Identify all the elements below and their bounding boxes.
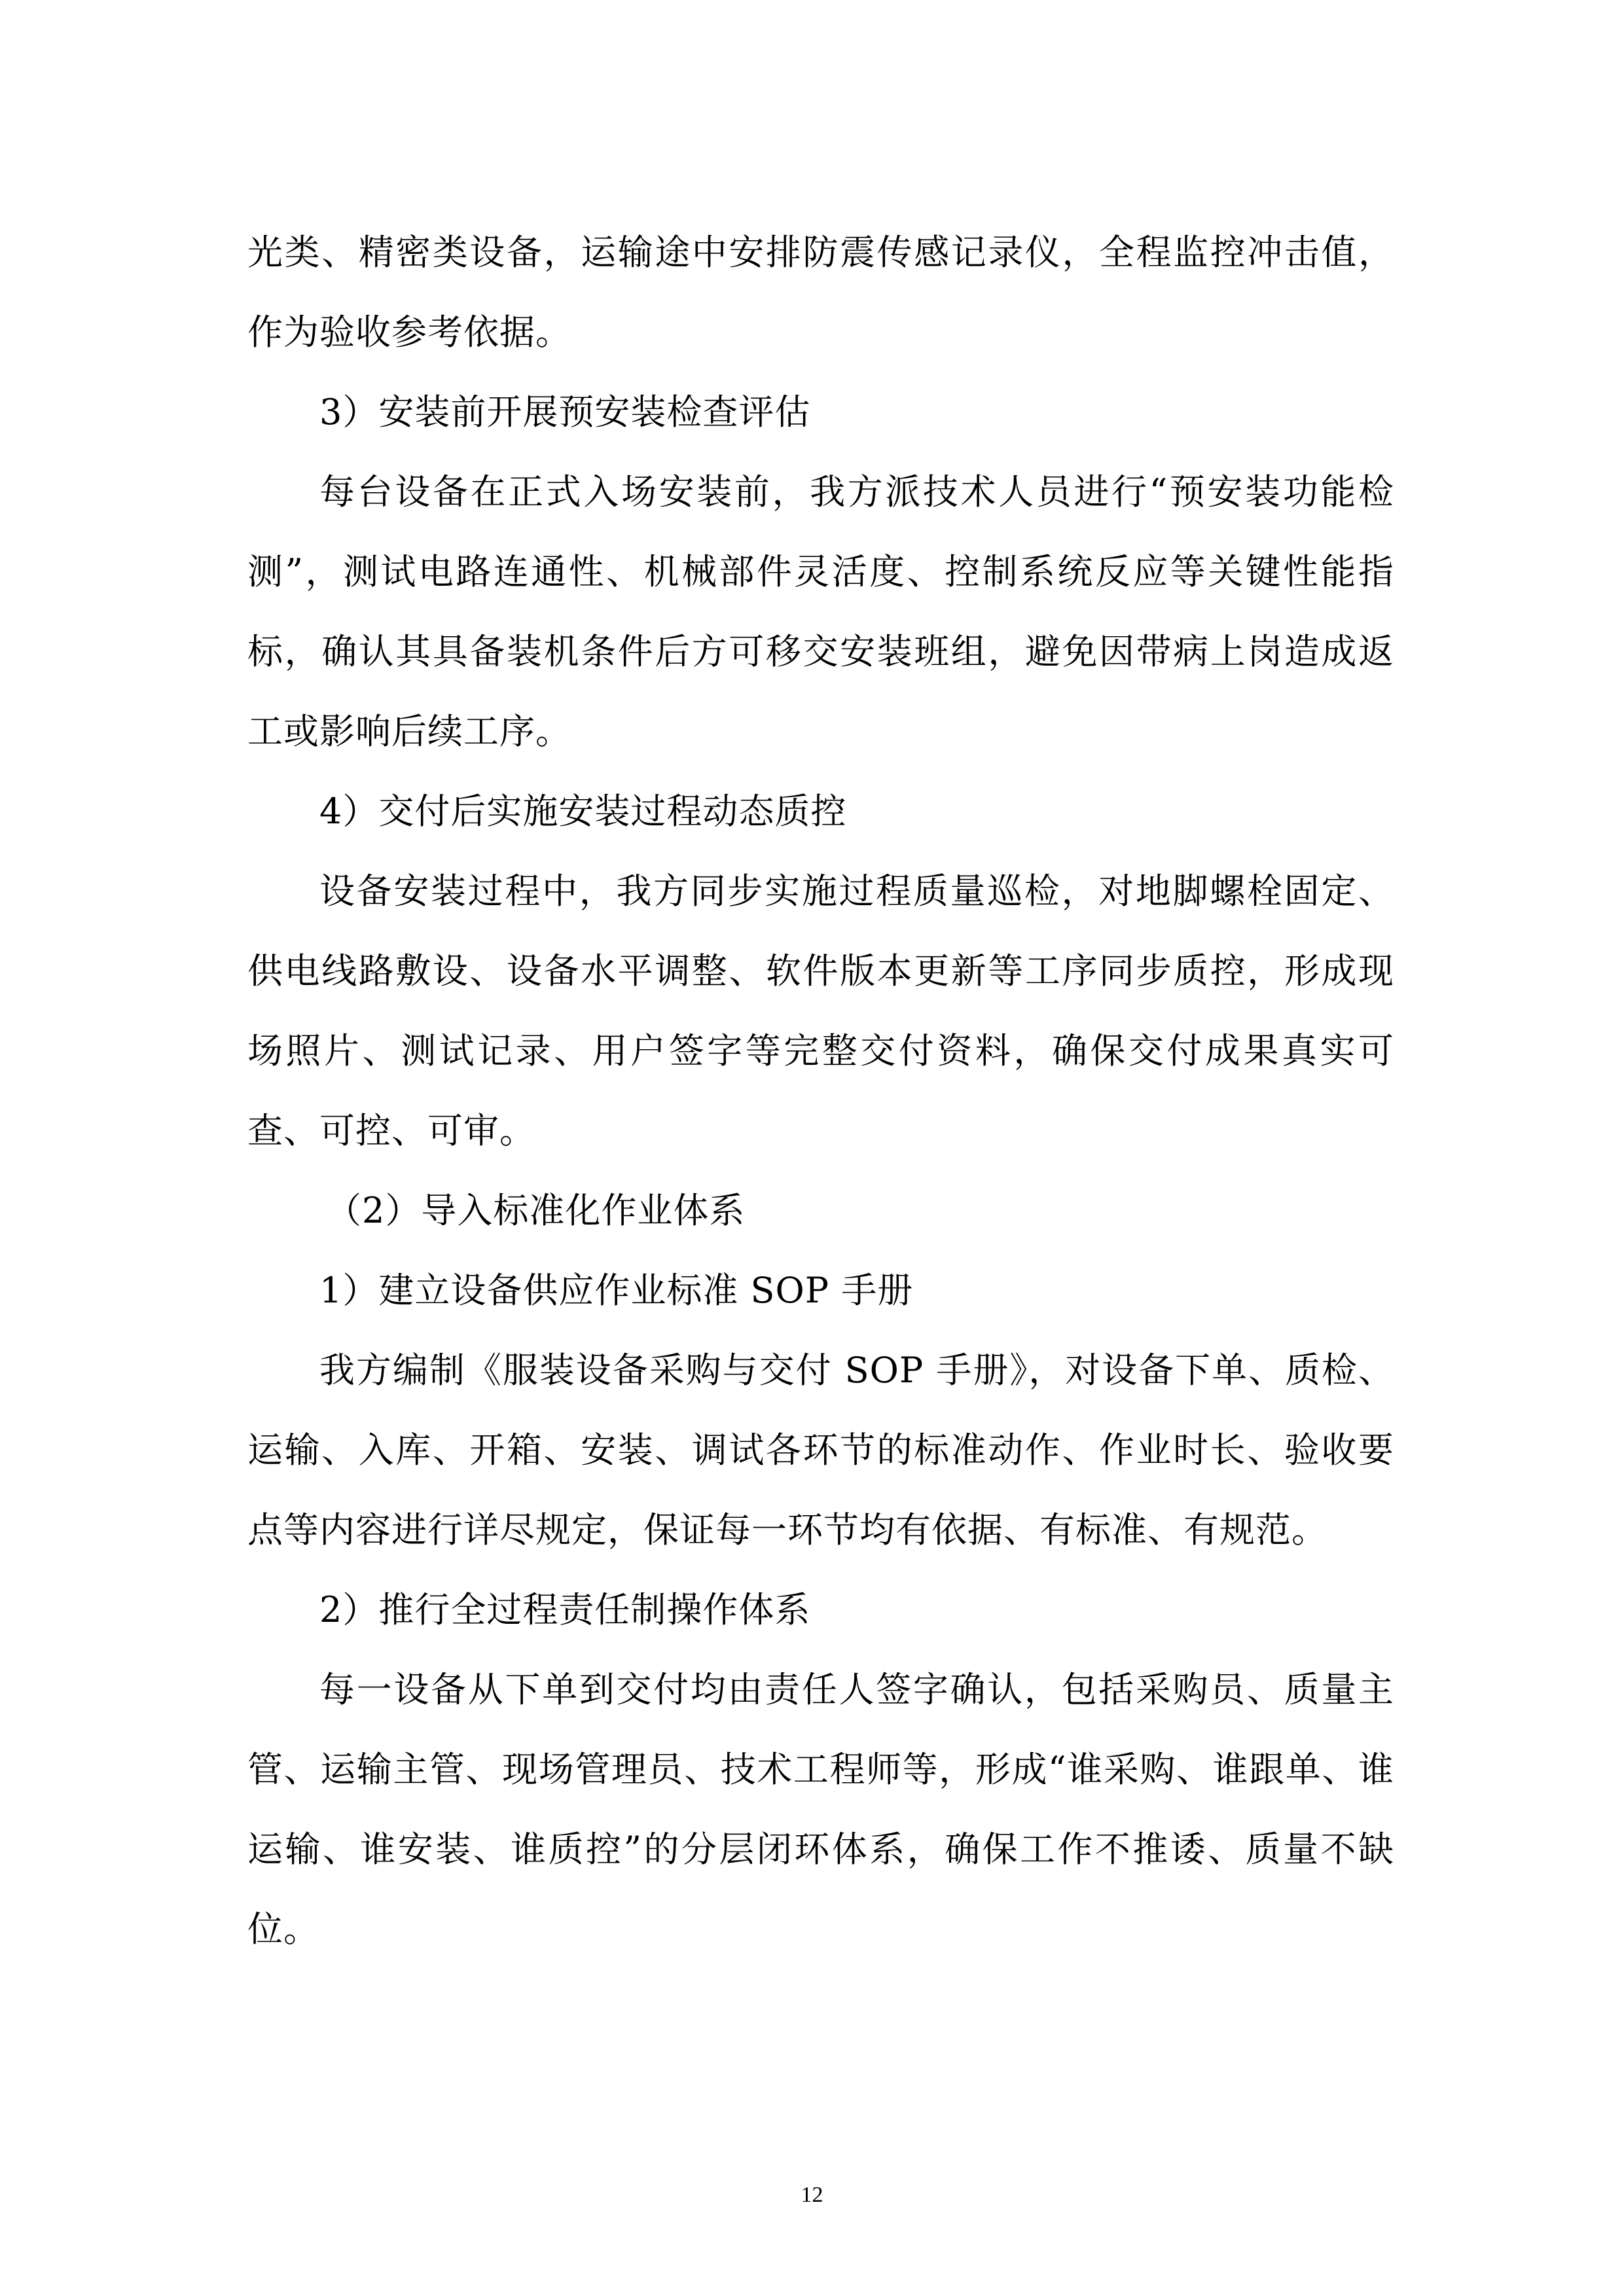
subsection-heading-2: （2）导入标准化作业体系	[326, 1190, 746, 1231]
section-heading-4: 4）交付后实施安装过程动态质控	[319, 791, 847, 832]
paragraph-pre-install-check: 每台设备在正式入场安装前，我方派技术人员进行“预安装功能检测”，测试电路连通性、机械部件灵活度、控制系统反应等关键性能指标，确认其具备装机条件后方可移交安装班组，避免因带病上岗造成返工或影响后续工序。	[247, 471, 1394, 752]
section-heading-responsibility: 2）推行全过程责任制操作体系	[319, 1589, 811, 1630]
paragraph-sop-manual: 我方编制《服装设备采购与交付 SOP 手册》，对设备下单、质检、运输、入库、开箱、安装、调试各环节的标准动作、作业时长、验收要点等内容进行详尽规定，保证每一环节均有依据、有标准、有规范。	[247, 1350, 1394, 1551]
page-number: 12	[801, 2183, 823, 2207]
paragraph-responsibility-system: 每一设备从下单到交付均由责任人签字确认，包括采购员、质量主管、运输主管、现场管理员、技术工程师等，形成“谁采购、谁跟单、谁运输、谁安装、谁质控”的分层闭环体系，确保工作不推诿、质量不缺位。	[247, 1669, 1394, 1950]
section-heading-3: 3）安装前开展预安装检查评估	[319, 391, 811, 433]
section-heading-sop: 1）建立设备供应作业标准 SOP 手册	[319, 1270, 914, 1311]
paragraph-install-quality-control: 设备安装过程中，我方同步实施过程质量巡检，对地脚螺栓固定、供电线路敷设、设备水平调整、软件版本更新等工序同步质控，形成现场照片、测试记录、用户签字等完整交付资料，确保交付成果真实可查、可控、可审。	[247, 870, 1394, 1151]
paragraph-continuation: 光类、精密类设备，运输途中安排防震传感记录仪，全程监控冲击值，作为验收参考依据。	[247, 232, 1394, 353]
document-body	[247, 213, 1394, 1969]
